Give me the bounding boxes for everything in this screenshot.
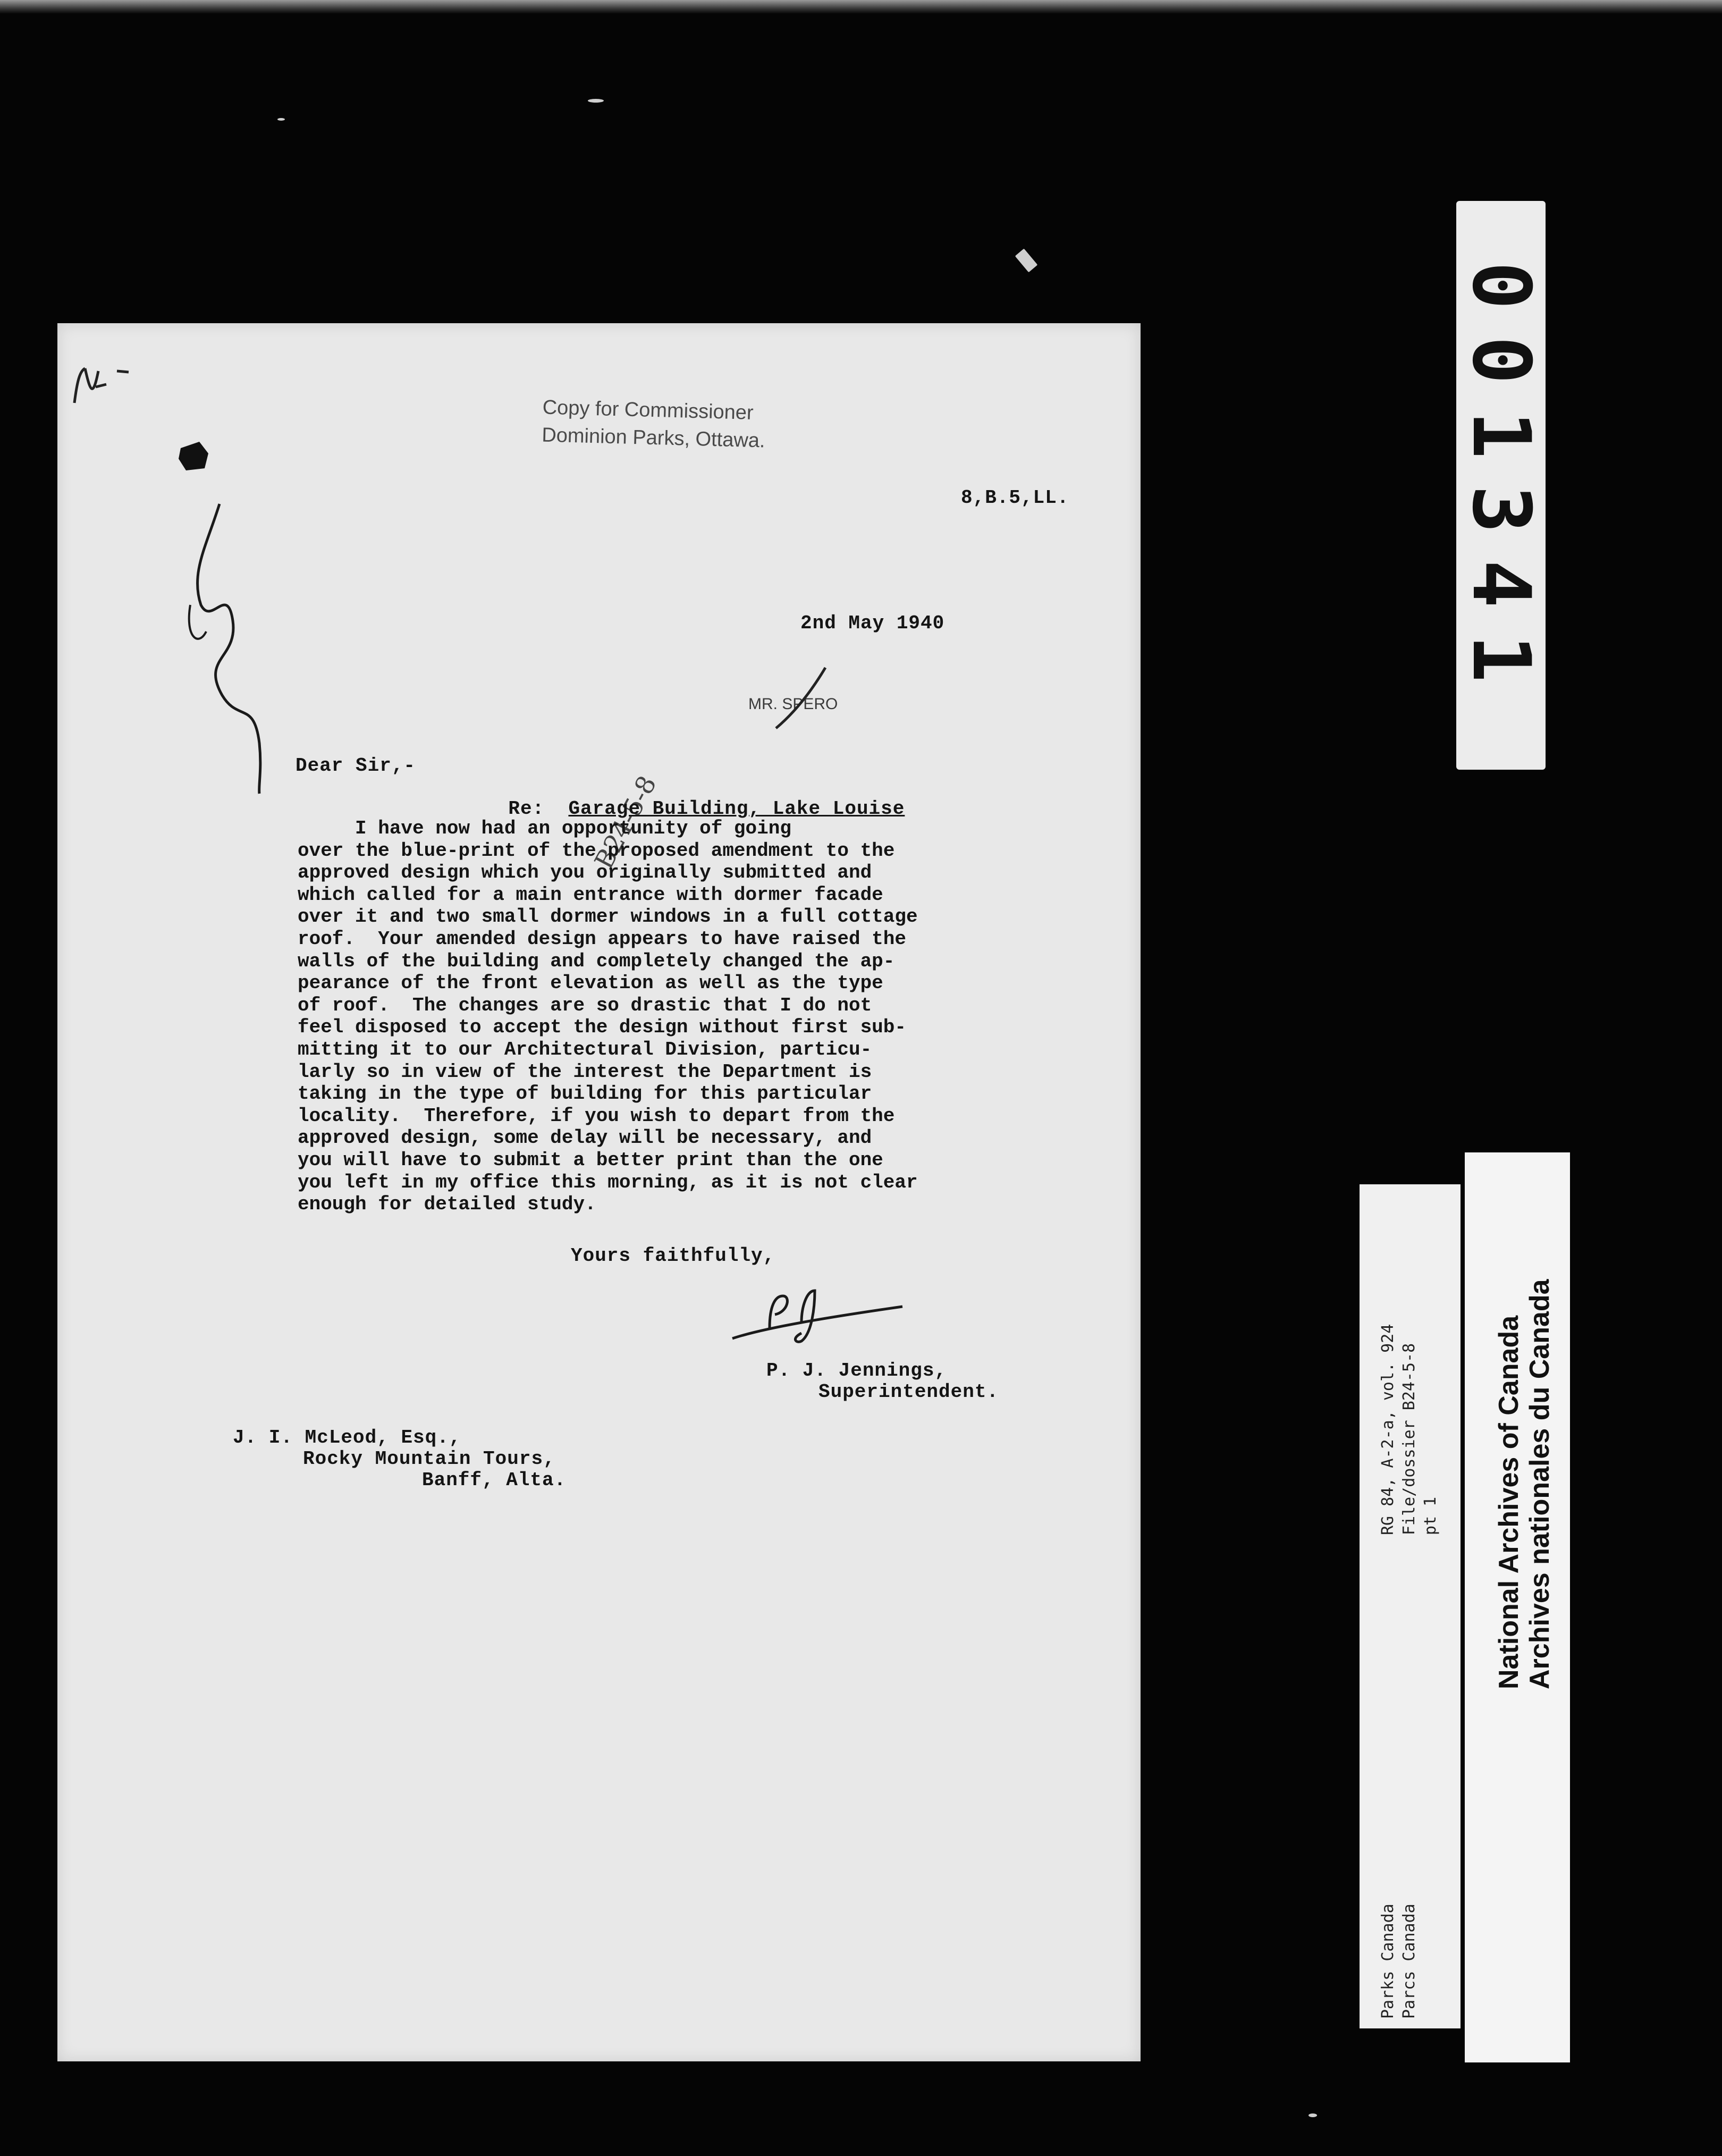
archive-name-fr: Archives nationales du Canada bbox=[1524, 1279, 1555, 1689]
body-line: approved design which you originally submitted and bbox=[298, 862, 872, 884]
strike-through-mark bbox=[770, 663, 833, 732]
body-line: over it and two small dormer windows in a full cottage bbox=[298, 906, 918, 928]
hole-punch-mark bbox=[175, 437, 213, 475]
archive-reference-label bbox=[1360, 1184, 1461, 2028]
body-line: of roof. The changes are so drastic that I do not bbox=[298, 994, 872, 1016]
frame-number: 001341 bbox=[1455, 262, 1547, 709]
body-line: you left in my office this morning, as it is not clear bbox=[298, 1171, 918, 1193]
dust-speck bbox=[1015, 249, 1038, 273]
handwritten-file-number: B24-5-8 bbox=[589, 771, 663, 874]
corner-handwritten-mark bbox=[69, 360, 133, 414]
re-subject: Garage Building, Lake Louise bbox=[568, 798, 905, 820]
salutation: Dear Sir,- bbox=[296, 755, 416, 777]
body-line: taking in the type of building for this particular bbox=[298, 1083, 872, 1105]
re-prefix: Re: bbox=[508, 798, 545, 820]
body-line: which called for a main entrance with dormer facade bbox=[298, 883, 883, 906]
addressee-line-3: Banff, Alta. bbox=[422, 1469, 567, 1491]
film-edge bbox=[0, 0, 1722, 14]
body-line: feel disposed to accept the design without first sub- bbox=[298, 1016, 906, 1039]
margin-handwriting bbox=[169, 499, 291, 796]
reference-line-2: File/dossier B24-5-8 bbox=[1400, 1343, 1419, 1535]
archive-name-en: National Archives of Canada bbox=[1493, 1315, 1524, 1689]
signature-initials bbox=[722, 1275, 913, 1349]
signer-title: Superintendent. bbox=[818, 1381, 999, 1403]
file-reference: 8,B.5,LL. bbox=[961, 487, 1069, 509]
letter-page bbox=[57, 323, 1141, 2061]
body-line: locality. Therefore, if you wish to depart from the bbox=[298, 1105, 895, 1127]
mr-spero-stamp: MR. SPERO bbox=[748, 695, 838, 713]
body-line: over the blue-print of the proposed amendment to the bbox=[298, 839, 895, 862]
national-archives-label bbox=[1465, 1152, 1570, 2062]
body-line: pearance of the front elevation as well as the type bbox=[298, 972, 883, 995]
body-line: approved design, some delay will be necessary, and bbox=[298, 1127, 872, 1149]
body-line: mitting it to our Architectural Division, particu- bbox=[298, 1038, 872, 1060]
body-line: you will have to submit a better print than the one bbox=[298, 1149, 883, 1171]
letter-date: 2nd May 1940 bbox=[800, 612, 945, 634]
dust-speck bbox=[1309, 2113, 1317, 2117]
archive-name-block bbox=[1493, 1279, 1555, 1689]
source-line-2: Parcs Canada bbox=[1400, 1904, 1419, 2019]
stamp-line-2: Dominion Parks, Ottawa. bbox=[541, 424, 766, 452]
reference-line-1: RG 84, A-2-a, vol. 924 bbox=[1379, 1324, 1397, 1535]
body-line: walls of the building and completely changed the ap- bbox=[298, 950, 895, 972]
closing: Yours faithfully, bbox=[571, 1245, 775, 1267]
signer-name: P. J. Jennings, bbox=[766, 1360, 947, 1382]
addressee-line-1: J. I. McLeod, Esq., bbox=[233, 1427, 461, 1448]
body-line: roof. Your amended design appears to have raised the bbox=[298, 928, 906, 950]
source-line-1: Parks Canada bbox=[1379, 1904, 1397, 2019]
stamp-line-1: Copy for Commissioner bbox=[542, 396, 754, 424]
dust-speck bbox=[277, 118, 285, 121]
body-line: enough for detailed study. bbox=[298, 1193, 596, 1216]
reference-line-3: pt 1 bbox=[1421, 1496, 1440, 1535]
commissioner-copy-stamp bbox=[542, 394, 766, 455]
addressee-line-2: Rocky Mountain Tours, bbox=[303, 1448, 555, 1470]
dust-speck bbox=[588, 99, 604, 103]
body-line: I have now had an opportunity of going bbox=[298, 818, 791, 839]
frame-number-strip bbox=[1456, 201, 1546, 770]
letter-body bbox=[298, 818, 1105, 1216]
body-line: larly so in view of the interest the Department is bbox=[298, 1060, 872, 1083]
